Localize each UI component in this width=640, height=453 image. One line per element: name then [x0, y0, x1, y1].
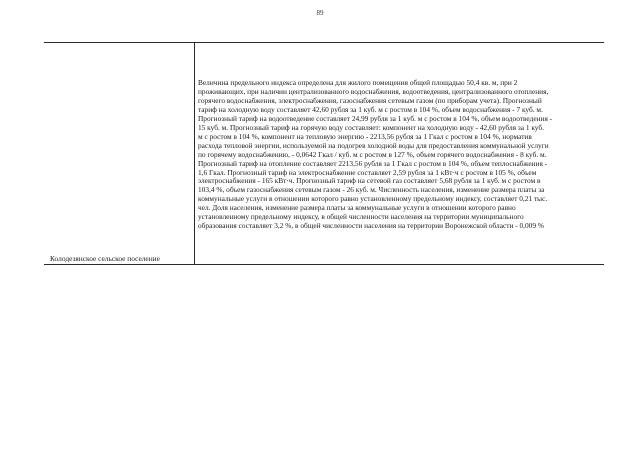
page-number: 89 — [316, 9, 324, 17]
settlement-name: Колодезянское сельское поселение — [50, 254, 160, 263]
description-line: тариф на холодную воду составляет 42,60 рубля за 1 куб. м с ростом в 104 %, объем водоснабжения - 7 куб. м. — [198, 105, 543, 114]
index-table — [44, 42, 604, 265]
index-description — [198, 79, 604, 231]
description-line: м с ростом в 104 %, компонент на тепловую энергию - 2213,56 рубля за 1 Гкал с ростом в 104 %, норматив — [198, 132, 532, 141]
description-line: 15 куб. м. Прогнозный тариф на горячую воду составляет: компонент на холодную воду - 42,60 рубля за 1 куб. — [198, 123, 544, 132]
description-line: 1,6 Гкал. Прогнозный тариф на электроснабжение составляет 2,59 рубля за 1 кВт·ч с ростом в 105 %, объем — [198, 168, 537, 177]
description-line: коммунальные услуги в отношении которого равно установленному предельному индексу, составляет 0,21 тыс. — [198, 195, 548, 204]
description-line: горячего водоснабжения, электроснабжения, газоснабжения сетевым газом (по приборам учета). Прогнозный — [198, 96, 542, 105]
description-line: 103,4 %, объем газоснабжения сетевым газом - 26 куб. м. Численность населения, изменение размера платы за — [198, 186, 545, 195]
description-line: Прогнозный тариф на водоотведение составляет 24,99 рубля за 1 куб. м с ростом в 104 %, объем водоотведения - — [198, 114, 553, 123]
description-line: проживающих, при наличии централизованного водоснабжения, водоотведения, централизованного отопления, — [198, 87, 549, 96]
description-line: установленному предельному индексу, в общей численности населения на территории муниципального — [198, 213, 524, 222]
column-divider — [194, 43, 195, 264]
description-line: чел. Доля населения, изменение размера платы за коммунальные услуги в отношении которого равно — [198, 204, 516, 213]
description-line: по горячему водоснабжению, - 0,0642 Гкал / куб. м с ростом в 127 %, объем горячего водоснабжения - 8 куб. м. — [198, 150, 547, 159]
description-line: Величина предельного индекса определена для жилого помещения общей площадью 50,4 кв. м, при 2 — [198, 79, 518, 87]
description-line: расхода тепловой энергии, используемой на подогрев холодной воды для предоставления коммунальной услуги — [198, 141, 549, 150]
description-line: электроснабжения - 165 кВт·ч. Прогнозный тариф на сетевой газ составляет 5,68 рубля за 1 куб. м с ростом в — [198, 177, 541, 186]
description-line: образования составляет 3,2 %, в общей численности населения на территории Воронежской области - 0,009 % — [198, 222, 544, 231]
description-line: Прогнозный тариф на отопление составляет 2213,56 рубля за 1 Гкал с ростом в 104 %, объем теплоснабжения - — [198, 159, 548, 168]
